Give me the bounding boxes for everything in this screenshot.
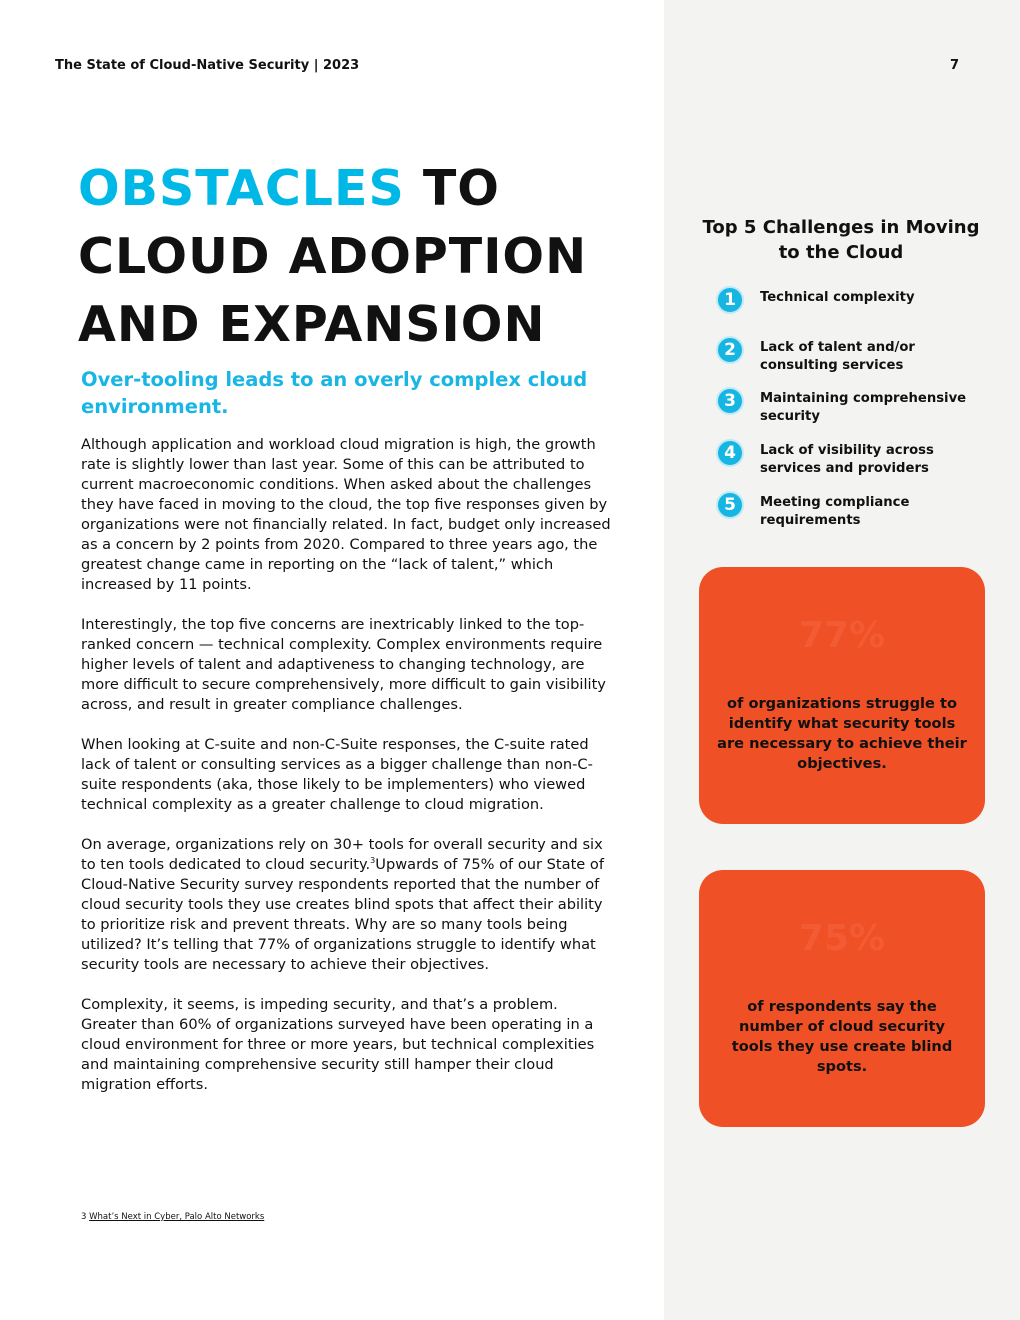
report-title: The State of Cloud-Native Security | 2023 bbox=[55, 58, 360, 73]
challenge-label: Lack of visibility across services and providers bbox=[760, 443, 934, 476]
stat-value: 77% bbox=[798, 615, 886, 656]
number-4-icon: 4 bbox=[716, 439, 744, 467]
page-number: 7 bbox=[950, 58, 960, 73]
footnote bbox=[81, 1212, 264, 1222]
title-line2: CLOUD ADOPTION bbox=[78, 228, 588, 285]
paragraph-4 bbox=[81, 835, 611, 975]
paragraph-3: When looking at C-suite and non-C-Suite responses, the C-suite rated lack of talent or consulting services as a bigger challenge than non-C-suite respondents (aka, those likely to be implementers) who viewed technical complexity as a greater challenge to cloud migration. bbox=[81, 736, 593, 813]
number-1-icon: 1 bbox=[716, 286, 744, 314]
stat-card-blind-spots bbox=[699, 870, 985, 1127]
stat-description: of organizations struggle to identify what security tools are necessary to achieve their objectives. bbox=[717, 695, 967, 772]
paragraph-4-part-b: Upwards of 75% of our State of Cloud-Native Security survey respondents reported that the number of cloud security tools they use creates blind spots that affect their ability to prioritize risk and prevent threats. Why are so many tools being utilized? It’s telling that 77% of organizations struggle to identify what security tools are necessary to achieve their objectives. bbox=[81, 856, 604, 973]
challenge-label: Technical complexity bbox=[760, 290, 915, 305]
stat-card-tools-identification bbox=[699, 567, 985, 824]
footnote-number: 3 bbox=[81, 1212, 87, 1222]
paragraph-4-part-a: On average, organizations rely on 30+ tools for overall security and six to ten tools dedicated to cloud security. bbox=[81, 836, 603, 873]
footnote-link[interactable]: What’s Next in Cyber, Palo Alto Networks bbox=[89, 1212, 265, 1222]
stat-value: 75% bbox=[798, 918, 886, 959]
challenge-label: Meeting compliance requirements bbox=[760, 495, 910, 528]
title-line3: AND EXPANSION bbox=[78, 296, 546, 353]
stat-description: of respondents say the number of cloud security tools they use create blind spots. bbox=[731, 998, 953, 1075]
paragraph-1: Although application and workload cloud migration is high, the growth rate is slightly lower than last year. Some of this can be attributed to current macroeconomic conditions. When asked about the challenges they have faced in moving to the cloud, the top five responses given by organizations were not financially related. In fact, budget only increased as a concern by 2 points from 2020. Compared to three years ago, the greatest change came in reporting on the “lack of talent,” which increased by 11 points. bbox=[81, 436, 611, 593]
number-2-icon: 2 bbox=[716, 336, 744, 364]
challenges-title: Top 5 Challenges in Moving to the Cloud bbox=[702, 217, 980, 263]
number-5-icon: 5 bbox=[716, 491, 744, 519]
title-accent-word: OBSTACLES bbox=[78, 160, 405, 217]
challenge-label: Lack of talent and/or consulting services bbox=[760, 340, 915, 373]
number-3-icon: 3 bbox=[716, 387, 744, 415]
body-copy bbox=[81, 435, 611, 1115]
challenge-label: Maintaining comprehensive security bbox=[760, 391, 967, 424]
title-line1-rest: TO bbox=[404, 160, 500, 217]
page-title bbox=[78, 155, 658, 359]
subheading: Over-tooling leads to an overly complex cloud environment. bbox=[81, 368, 588, 418]
paragraph-2: Interestingly, the top five concerns are inextricably linked to the top-ranked concern — technical complexity. Complex environments require higher levels of talent and adaptiveness to changing technology, are more difficult to secure comprehensively, more difficult to gain visibility across, and result in greater compliance challenges. bbox=[81, 616, 606, 713]
paragraph-5: Complexity, it seems, is impeding security, and that’s a problem. Greater than 60% of organizations surveyed have been operating in a cloud environment for three or more years, but technical complexities and maintaining comprehensive security still hamper their cloud migration efforts. bbox=[81, 996, 595, 1093]
footnote-reference[interactable]: 3 bbox=[370, 856, 376, 866]
